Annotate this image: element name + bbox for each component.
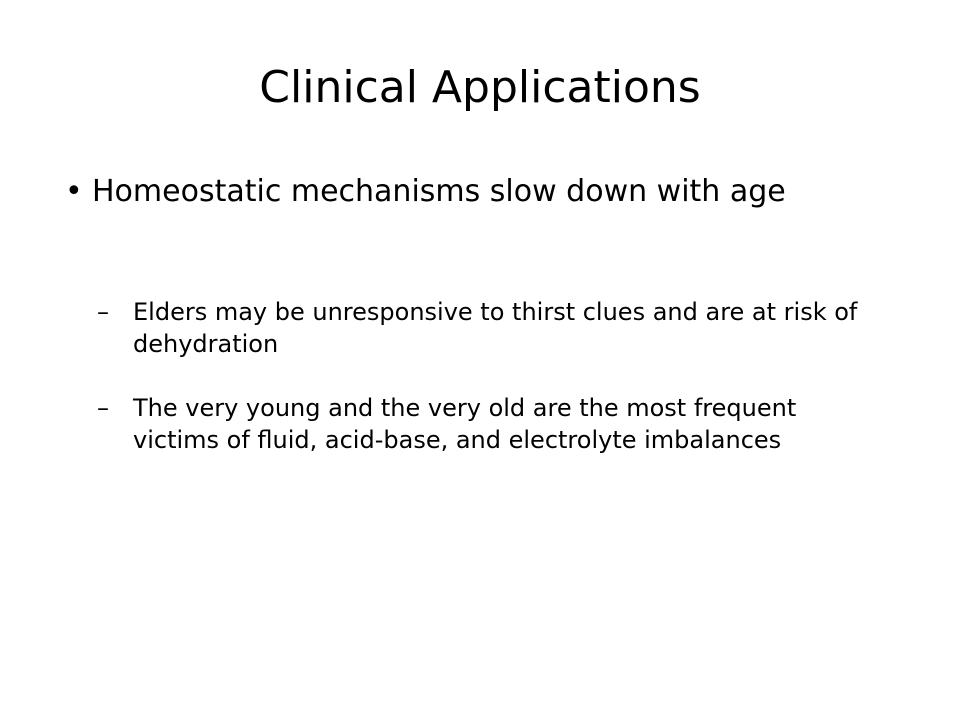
bullet-text: Homeostatic mechanisms slow down with age: [92, 174, 786, 209]
sub-bullet-text: Elders may be unresponsive to thirst clues and are at risk of dehydration: [133, 298, 858, 358]
sub-bullet-elders: [97, 296, 877, 360]
slide-title: Clinical Applications: [259, 62, 701, 113]
sub-bullet-marker: –: [97, 394, 109, 422]
sub-bullet-text: The very young and the very old are the most frequent victims of fluid, acid-base, and electrolyte imbalances: [133, 394, 797, 454]
sub-bullet-young-old: [97, 392, 877, 456]
sub-bullet-marker: –: [97, 298, 109, 326]
bullet-marker: •: [65, 174, 83, 209]
main-bullet: [65, 172, 915, 212]
